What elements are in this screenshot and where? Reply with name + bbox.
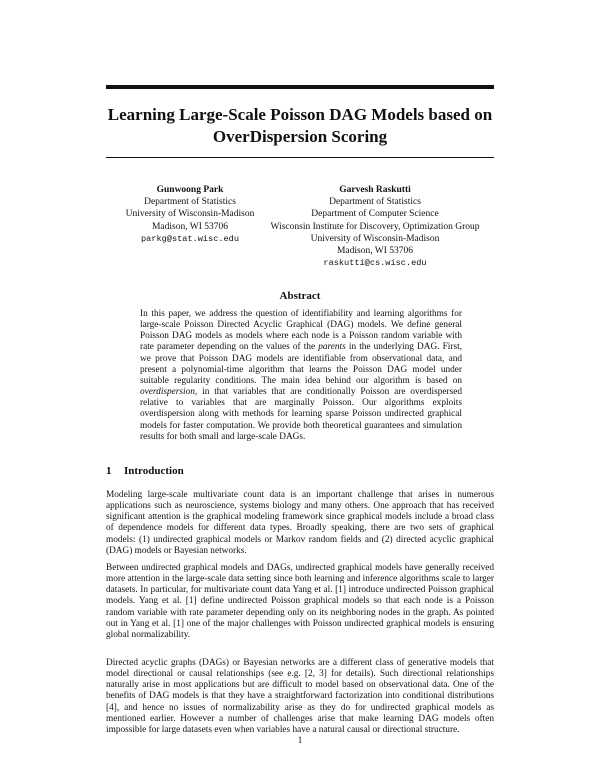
- abstract-text: , in that variables that are conditionally Poisson are overdispersed relative to variables that are marginally Poisson. Our algorithms exploits overdispersion along with methods for learning sparse Poisson undirected graphical models for faster computation. We provide both theoretical guarantees and simulation results for both small and large-scale DAGs.: [140, 387, 462, 442]
- abstract-body: [140, 309, 462, 443]
- author-email: parkg@stat.wisc.edu: [141, 233, 239, 244]
- abstract-heading: Abstract: [279, 290, 321, 302]
- title-rule-bottom: [106, 157, 494, 158]
- title-rule-top: [106, 85, 494, 89]
- abstract-emphasis: overdispersion: [140, 387, 195, 398]
- author-name: Garvesh Raskutti: [339, 185, 411, 195]
- section-number: 1: [106, 465, 112, 477]
- abstract-text: in the underlying DAG. First, we prove that Poisson DAG models are identifiable from observational data, and present a polynomial-time algorithm that learns the Poisson DAG model under suitable regularity conditions. The main idea behind our algorithm is based on: [140, 342, 462, 386]
- abstract-emphasis: parents: [318, 342, 346, 353]
- author-department: Department of Statistics: [144, 197, 236, 208]
- author-name: Gunwoong Park: [156, 185, 224, 195]
- author-block-2: [262, 184, 488, 269]
- author-department: Department of Computer Science: [311, 209, 439, 220]
- paper-title: Learning Large-Scale Poisson DAG Models based on OverDispersion Scoring: [107, 105, 493, 146]
- abstract-text: In this paper, we address the question of identifiability and learning algorithms for large-scale Poisson Directed Acyclic Graphical (DAG) models. We define general Poisson DAG models as models where each node is a Poisson random variable with rate parameter depending on the values of the: [140, 309, 462, 353]
- body-paragraph: Between undirected graphical models and DAGs, undirected graphical models have generally received more attention in the large-scale data setting since both learning and inference algorithms scale to larger datasets. In particular, for multivariate count data Yang et al. [1] introduce undirected Poisson graphical models. Yang et al. [1] define undirected Poisson graphical models so that each node is a Poisson random variable with rate parameter depending only on its neighboring nodes in the graph. As pointed out in Yang et al. [1] one of the major challenges with Poisson undirected graphical models is ensuring global normalizability.: [106, 563, 494, 640]
- section-title: Introduction: [124, 465, 184, 477]
- author-university: University of Wisconsin-Madison: [310, 233, 440, 244]
- author-institute: Wisconsin Institute for Discovery, Optimization Group: [270, 221, 480, 232]
- author-university: University of Wisconsin-Madison: [125, 209, 255, 220]
- author-email: raskutti@cs.wisc.edu: [323, 258, 427, 269]
- body-paragraph: Directed acyclic graphs (DAGs) or Bayesian networks are a different class of generative models that model directional or causal relationships (see e.g. [2, 3] for details). Such directional relationships naturally arise in most applications but are difficult to model based on observational data. One of the benefits of DAG models is that they have a straightforward factorization into conditional distributions [4], and hence no issues of normalizability arise as they do for undirected graphical models as mentioned earlier. However a number of challenges arise that make learning DAG models often impossible for large datasets even when variables have a natural causal or directional structure.: [106, 658, 494, 735]
- page-number: 1: [297, 736, 303, 746]
- author-department: Department of Statistics: [329, 197, 421, 208]
- section-heading: [106, 465, 184, 477]
- body-paragraph: Modeling large-scale multivariate count data is an important challenge that arises in numerous applications such as neuroscience, systems biology and many others. One approach that has received significant attention is the graphical modeling framework since graphical models include a broad class of dependence models for different data types. Broadly speaking, there are two sets of graphical models: (1) undirected graphical models or Markov random fields and (2) directed acyclic graphical (DAG) models or Bayesian networks.: [106, 490, 494, 556]
- author-block-1: [110, 184, 270, 245]
- author-address: Madison, WI 53706: [151, 221, 229, 232]
- author-address: Madison, WI 53706: [336, 246, 414, 257]
